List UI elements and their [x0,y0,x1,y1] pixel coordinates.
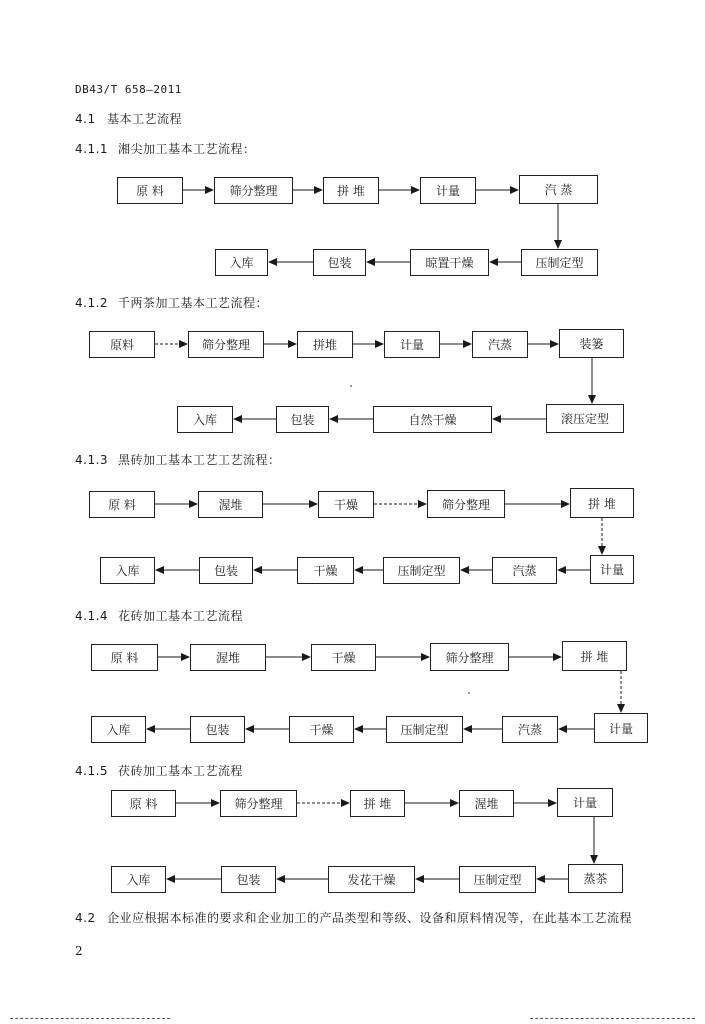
flow1-step-packing: 包装 [313,249,366,276]
flow2-step-raw-material: 原料 [89,331,155,358]
flow4-step-blending: 拼 堆 [562,641,627,671]
flow4-step-weighing: 计量 [594,713,648,743]
scan-speck [350,385,352,387]
section-4-2-text: 企业应根据本标准的要求和企业加工的产品类型和等级、设备和原料情况等，在此基本工艺流程 [107,911,633,925]
scan-edge-line [530,1018,695,1019]
flow4-step-pile-fermentation: 渥堆 [190,644,266,671]
scan-edge-line [10,1018,170,1019]
flow3-step-drying-2: 干燥 [297,557,354,584]
section-4-1-3-number: 4.1.3 [75,453,109,467]
flow3-step-drying: 干燥 [318,491,374,518]
flow4-step-drying-2: 干燥 [289,716,354,743]
flow1-step-pressing: 压制定型 [521,249,598,276]
section-4-1-5-title: 茯砖加工基本工艺流程 [118,764,244,778]
section-4-1-title: 基本工艺流程 [107,112,183,126]
page-number: 2 [75,944,83,958]
flow4-step-drying: 干燥 [311,644,376,671]
flow5-step-flowering-drying: 发花干燥 [328,866,415,893]
flow3-step-blending: 拼 堆 [570,488,634,518]
flow4-step-steaming: 汽蒸 [502,716,558,743]
flow4-step-storage: 入库 [91,716,146,743]
section-4-1-4-number: 4.1.4 [75,609,109,623]
flow1-step-blending: 拼 堆 [323,177,379,204]
flow3-step-pressing: 压制定型 [383,557,460,584]
flow5-step-steaming-tea: 蒸茶 [568,864,623,893]
flow5-step-weighing: 计量 [557,788,613,817]
flow4-step-raw-material: 原 料 [91,644,158,671]
flow2-step-screening: 筛分整理 [188,331,264,358]
flow3-step-raw-material: 原 料 [89,491,155,518]
flow5-step-storage: 入库 [111,866,166,893]
flow3-step-screening: 筛分整理 [427,490,505,518]
flow2-step-natural-drying: 自然干燥 [373,406,492,433]
flow2-step-steaming: 汽蒸 [472,331,528,358]
flow5-step-blending: 拼 堆 [350,790,405,817]
flow2-step-basket-packing: 装篓 [559,329,624,358]
flow2-step-packing: 包装 [276,406,329,433]
flow5-step-pressing: 压制定型 [459,866,536,893]
flow4-step-pressing: 压制定型 [386,716,463,743]
section-4-2-number: 4.2 [75,911,96,925]
flow1-step-storage: 入库 [215,249,268,276]
section-4-1-3-title: 黑砖加工基本工艺工艺流程： [118,453,281,467]
section-4-1-2-number: 4.1.2 [75,296,109,310]
section-4-1-1-title: 湘尖加工基本工艺流程： [118,142,256,156]
section-4-1-2-title: 千两茶加工基本工艺流程： [118,296,269,310]
flow4-step-screening: 筛分整理 [430,643,509,671]
flow2-step-rolling: 滚压定型 [546,404,624,433]
flow3-step-weighing: 计量 [590,555,634,584]
section-4-1-4-title: 花砖加工基本工艺流程 [118,609,244,623]
scan-speck [468,692,470,694]
flow1-step-weighing: 计量 [420,177,476,204]
flow1-step-screening: 筛分整理 [214,177,293,204]
flow3-step-storage: 入库 [100,557,155,584]
flow3-step-pile-fermentation: 渥堆 [198,491,263,518]
flow1-step-steaming: 汽 蒸 [519,175,598,204]
flow1-step-raw-material: 原 料 [117,177,183,204]
flow5-step-pile-fermentation: 渥堆 [459,790,514,817]
flow4-step-packing: 包装 [190,716,245,743]
standard-number: DB43/T 658—2011 [75,83,182,96]
flow5-step-raw-material: 原 料 [111,790,176,817]
flow5-step-screening: 筛分整理 [220,790,297,817]
flow1-step-air-drying: 晾置干燥 [410,249,489,276]
section-4-1-number: 4.1 [75,112,96,126]
flow3-step-packing: 包装 [199,557,253,584]
flow2-step-storage: 入库 [177,406,233,433]
flow2-step-weighing: 计量 [384,331,440,358]
section-4-1-1-number: 4.1.1 [75,142,109,156]
flow5-step-packing: 包装 [221,866,276,893]
flow2-step-blending: 拼堆 [297,331,353,358]
flow3-step-steaming: 汽蒸 [492,557,557,584]
section-4-1-5-number: 4.1.5 [75,764,109,778]
